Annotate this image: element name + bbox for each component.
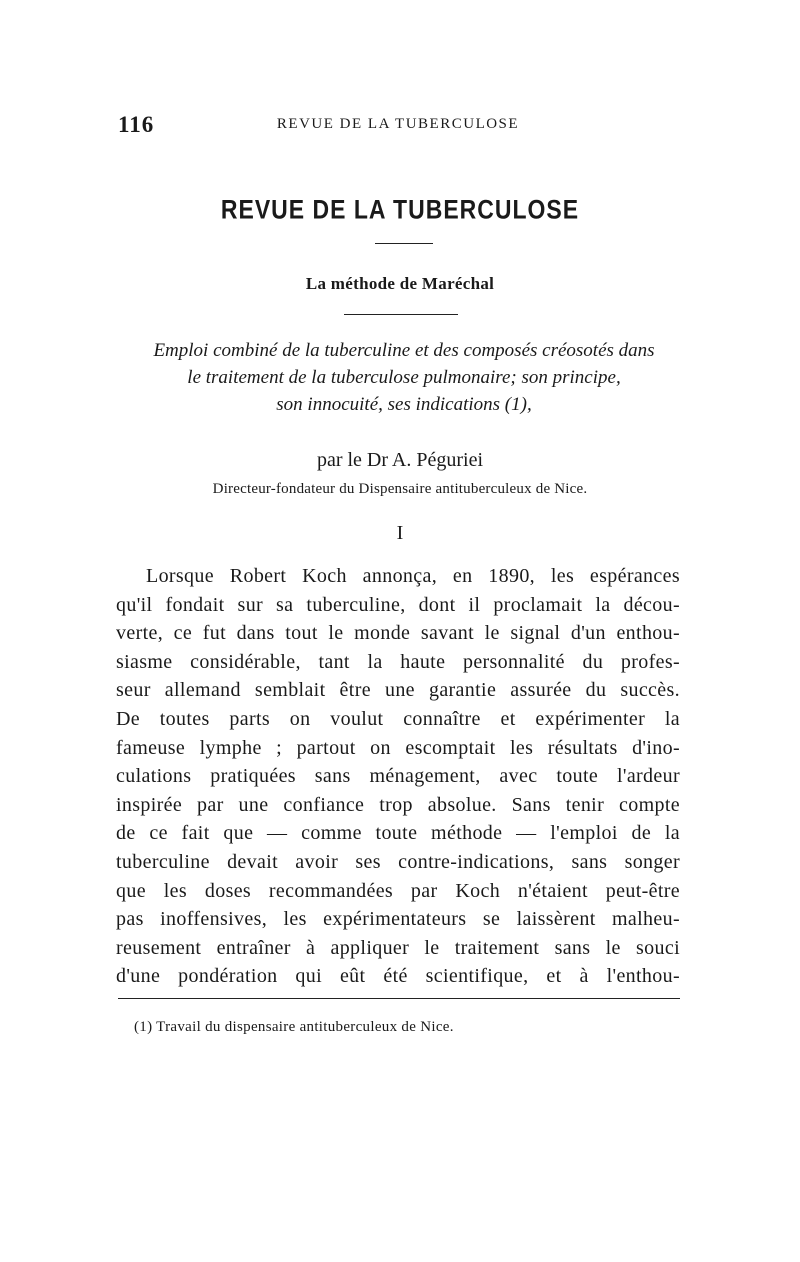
- page-number: 116: [118, 112, 155, 137]
- body-line: culations pratiquées sans ménagement, avec toute l'ardeur: [116, 765, 680, 788]
- section-title: La méthode de Maréchal: [305, 274, 495, 293]
- body-line: de ce fait que — comme toute méthode — l'emploi de la: [116, 822, 680, 845]
- subtitle-line: le traitement de la tuberculose pulmonaire; son principe,: [187, 367, 621, 388]
- part-numeral: I: [396, 522, 404, 544]
- body-line: reusement entraîner à appliquer le traitement sans le souci: [116, 936, 680, 959]
- body-line: seur allemand semblait être une garantie assurée du succès.: [116, 679, 680, 702]
- body-line: siasme considérable, tant la haute personnalité du profes-: [116, 650, 680, 673]
- author-byline: par le Dr A. Péguriei: [316, 449, 484, 471]
- body-line: Lorsque Robert Koch annonça, en 1890, les espérances: [146, 565, 680, 587]
- subtitle-line: Emploi combiné de la tuberculine et des composés créosotés dans: [153, 340, 655, 361]
- title-divider: [375, 243, 433, 244]
- article-subtitle: [100, 337, 708, 418]
- footnote-divider: [118, 998, 680, 999]
- running-title: REVUE DE LA TUBERCULOSE: [276, 116, 520, 132]
- subtitle-line: son innocuité, ses indications (1),: [276, 394, 532, 415]
- body-line: inspirée par une confiance trop absolue. Sans tenir compte: [116, 793, 680, 816]
- body-line: fameuse lymphe ; partout on escomptait les résultats d'ino-: [116, 736, 680, 759]
- body-line: qu'il fondait sur sa tuberculine, dont il proclamait la décou-: [116, 593, 680, 616]
- body-line: pas inoffensives, les expérimentateurs se laissèrent malheu-: [116, 908, 680, 931]
- body-line: verte, ce fut dans tout le monde savant le signal d'un enthou-: [116, 622, 680, 645]
- body-line: d'une pondération qui eût été scientifique, et à l'enthou-: [116, 965, 680, 988]
- footnote: (1) Travail du dispensaire antituberculeux de Nice.: [134, 1019, 454, 1035]
- author-affiliation: Directeur-fondateur du Dispensaire antituberculeux de Nice.: [212, 481, 588, 497]
- body-line: De toutes parts on voulut connaître et expérimenter la: [116, 707, 680, 730]
- journal-title: REVUE DE LA TUBERCULOSE: [220, 193, 580, 225]
- body-line: que les doses recommandées par Koch n'étaient peut-être: [116, 879, 680, 902]
- running-header: [118, 112, 678, 138]
- section-divider: [344, 314, 458, 315]
- body-paragraph: [116, 562, 680, 991]
- body-line: tuberculine devait avoir ses contre-indications, sans songer: [116, 850, 680, 873]
